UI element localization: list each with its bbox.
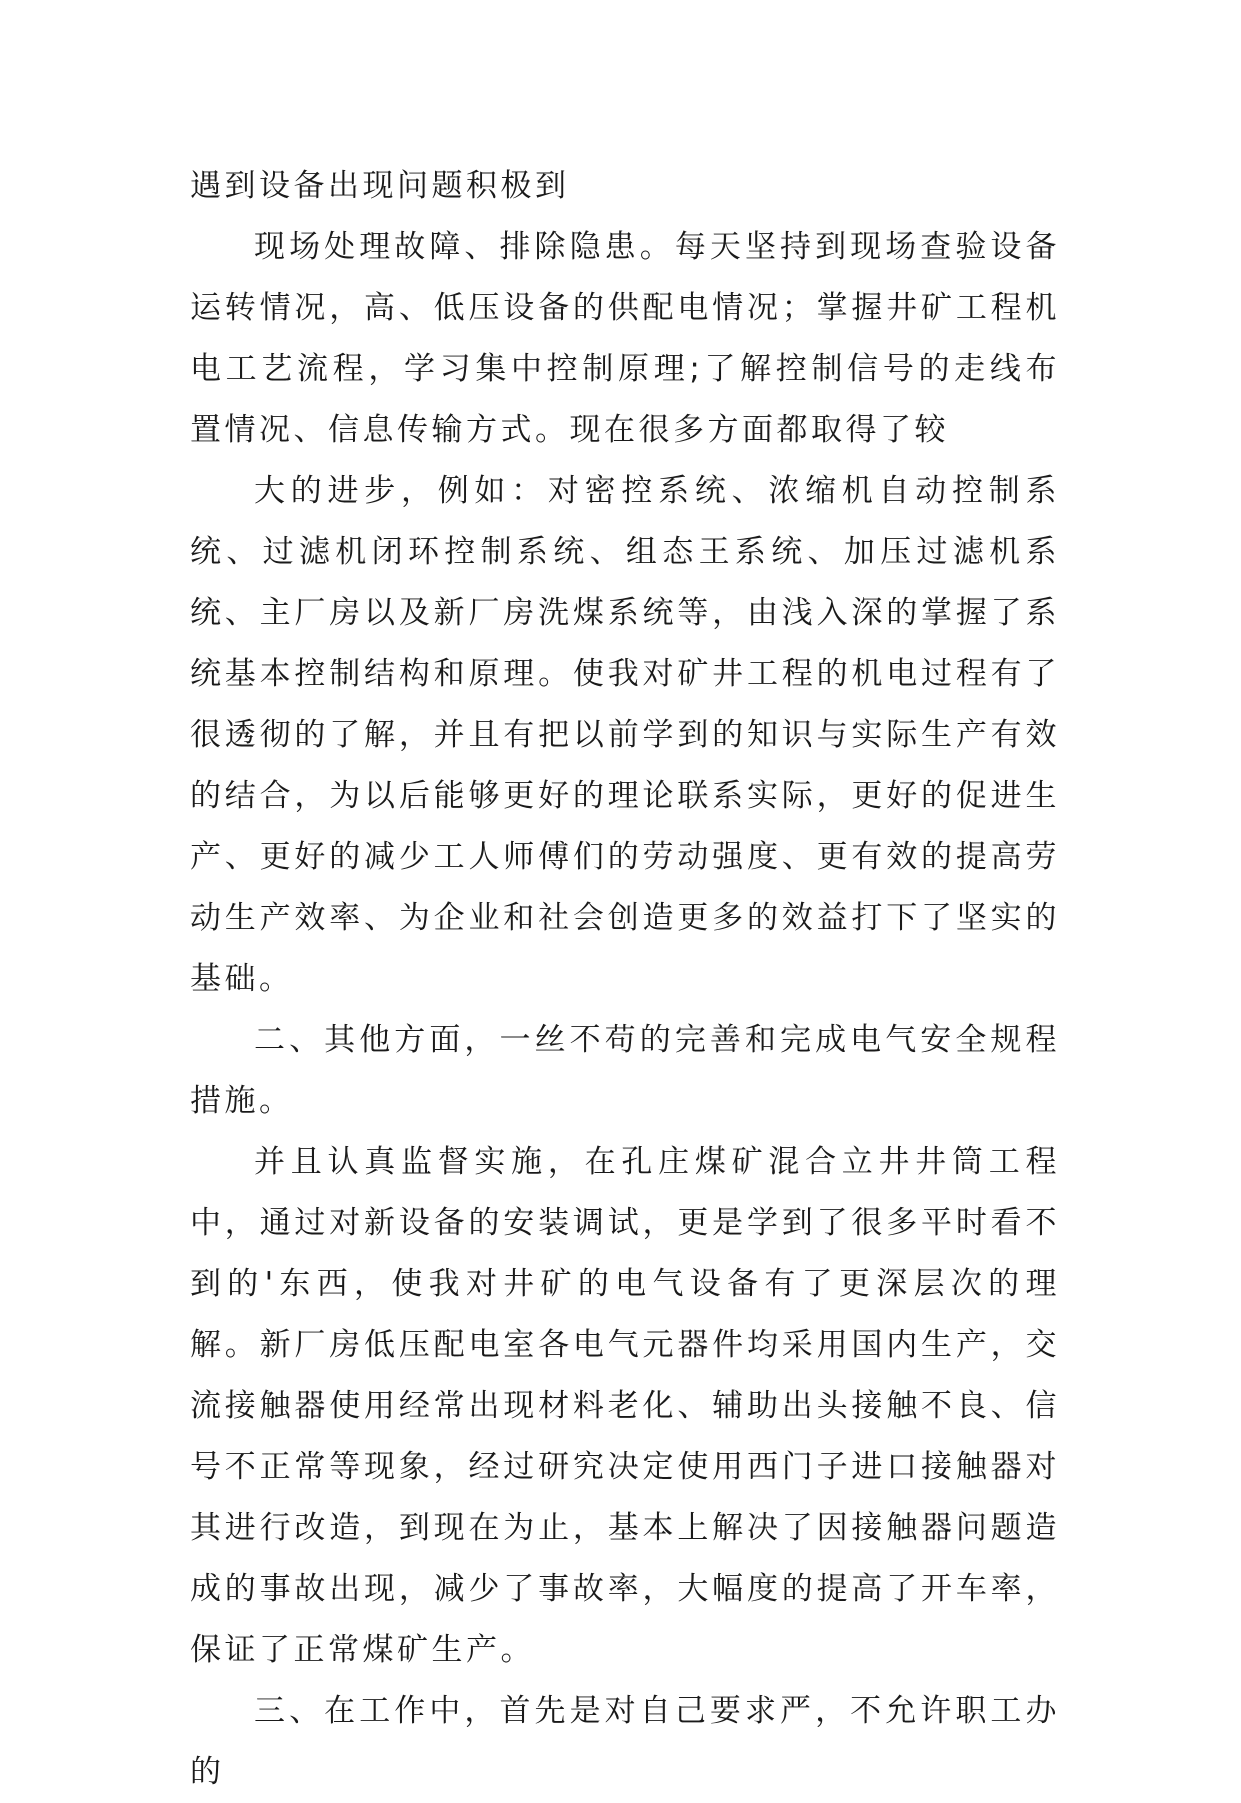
paragraph-2: 现场处理故障、排除隐患。每天坚持到现场查验设备运转情况，高、低压设备的供配电情况；掌握井矿工程机电工艺流程，学习集中控制原理;了解控制信号的走线布置情况、信息传输方式。现在很多方面都取得了较 [190, 229, 1060, 448]
paragraph-4: 二、其他方面，一丝不苟的完善和完成电气安全规程措施。 [190, 1022, 1060, 1119]
paragraph-1: 遇到设备出现问题积极到 [190, 168, 570, 204]
paragraph-3: 大的进步，例如：对密控系统、浓缩机自动控制系统、过滤机闭环控制系统、组态王系统、加压过滤机系统、主厂房以及新厂房洗煤系统等，由浅入深的掌握了系统基本控制结构和原理。使我对矿井工程的机电过程有了很透彻的了解，并且有把以前学到的知识与实际生产有效的结合，为以后能够更好的理论联系实际，更好的促进生产、更好的减少工人师傅们的劳动强度、更有效的提高劳动生产效率、为企业和社会创造更多的效益打下了坚实的基础。 [190, 473, 1060, 997]
paragraph-6: 三、在工作中，首先是对自己要求严，不允许职工办的 [190, 1693, 1060, 1790]
paragraph-5: 并且认真监督实施，在孔庄煤矿混合立井井筒工程中，通过对新设备的安装调试，更是学到了很多平时看不到的'东西，使我对井矿的电气设备有了更深层次的理解。新厂房低压配电室各电气元器件均采用国内生产，交流接触器使用经常出现材料老化、辅助出头接触不良、信号不正常等现象，经过研究决定使用西门子进口接触器对其进行改造，到现在为止，基本上解决了因接触器问题造成的事故出现，减少了事故率，大幅度的提高了开车率，保证了正常煤矿生产。 [190, 1144, 1060, 1668]
body-text [190, 156, 1060, 1803]
